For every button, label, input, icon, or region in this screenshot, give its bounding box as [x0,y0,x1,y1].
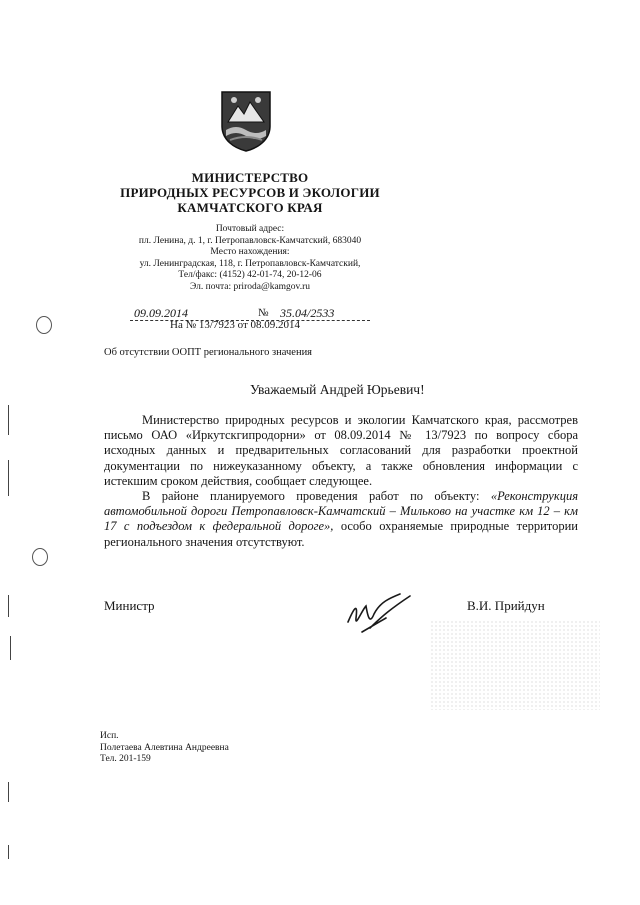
margin-mark [8,595,9,617]
ministry-title-line-1: МИНИСТЕРСТВО [191,170,309,185]
scan-noise [430,620,600,710]
margin-mark [8,405,9,435]
postal-label: Почтовый адрес: [215,224,285,234]
postal-address: пл. Ленина, д. 1, г. Петропавловск-Камчатский, 683040 [138,235,362,246]
reply-reference: На № 13/7923 от 08.09.2014 [170,319,301,331]
paragraph-2-start: В районе планируемого проведения работ по объекту: [142,489,491,504]
greeting: Уважаемый Андрей Юрьевич! [250,382,425,397]
margin-mark [8,845,9,859]
location-address: ул. Ленинградская, 118, г. Петропавловск-Камчатский, [139,258,361,269]
paragraph-2-end: особо охраняемые природные территории регионального значения отсутствуют. [104,519,578,549]
location-label: Место нахождения: [210,247,290,257]
registration-number: 35.04/2533 [280,306,335,320]
executor-phone: Тел. 201-159 [100,754,151,764]
margin-mark [10,636,11,660]
kamchatka-coat-of-arms-icon [218,88,274,152]
email: Эл. почта: priroda@kamgov.ru [190,281,310,292]
margin-mark [8,460,9,496]
executor-name: Полетаева Алевтина Андреевна [100,742,229,753]
project-name: «Реконструкция автомобильной дороги Петропавловск-Камчатский – Мильково на участке км 12 – км 17 с подъездом к федеральной дороге», [104,489,578,534]
registration-number-label: № [258,307,269,319]
body-paragraph-2 [104,489,578,550]
executor-block [100,731,229,766]
ministry-title [100,170,400,215]
margin-mark [8,782,9,802]
signatory-name: В.И. Прийдун [467,598,545,613]
punch-hole-mark [32,548,48,566]
signatory-title: Министр [104,598,155,613]
handwritten-signature [340,588,420,638]
subject-line: Об отсутствии ООПТ регионального значения [104,347,313,358]
ministry-title-line-3: КАМЧАТСКОГО КРАЯ [177,200,323,215]
body-paragraph-1: Министерство природных ресурсов и экологии Камчатского края, рассмотрев письмо ОАО «Иркутскгипродорни» от 08.09.2014 № 13/7923 по вопросу сбора исходных данных и предварительных согласований для разработки проектной документации по нижеуказанному объекту, а также обновления информации с истекшим сроком действия, сообщает следующее. [104,413,578,488]
address-block [100,224,400,293]
punch-hole-mark [36,316,52,334]
executor-label: Исп. [100,731,119,741]
phone-fax: Тел/факс: (4152) 42-01-74, 20-12-06 [178,270,322,280]
letter-body [104,413,578,550]
ministry-title-line-2: ПРИРОДНЫХ РЕСУРСОВ И ЭКОЛОГИИ [120,185,380,200]
registration-date: 09.09.2014 [134,306,188,320]
